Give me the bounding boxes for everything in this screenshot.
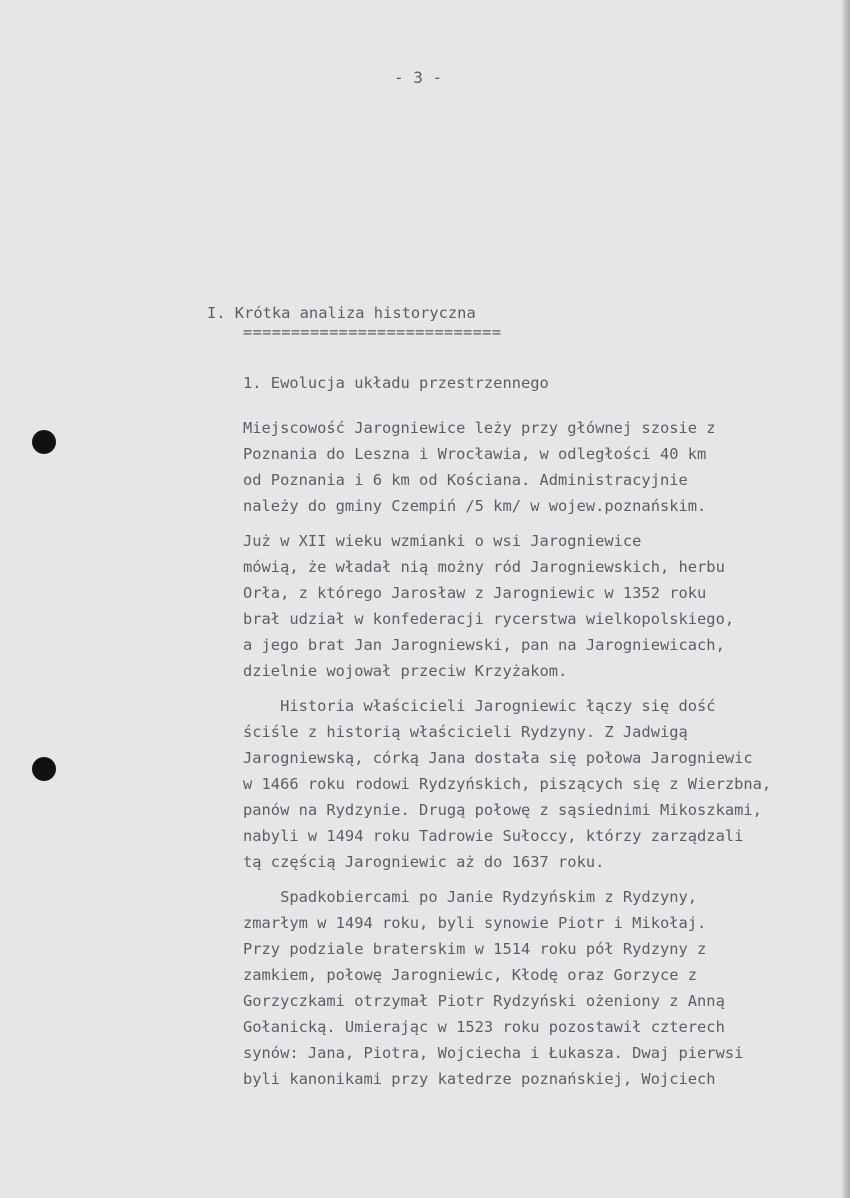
paper-edge-shadow bbox=[841, 0, 850, 1198]
paragraph-line: a jego brat Jan Jarogniewski, pan na Jarogniewicach, bbox=[243, 636, 725, 654]
paragraph-line: Spadkobiercami po Janie Rydzyńskim z Rydzyny, bbox=[243, 888, 698, 906]
paragraph-line: mówią, że władał nią możny ród Jarogniewskich, herbu bbox=[243, 558, 725, 576]
paragraph-line: brał udział w konfederacji rycerstwa wielkopolskiego, bbox=[243, 610, 735, 628]
paragraph-line: nabyli w 1494 roku Tadrowie Sułoccy, którzy zarządzali bbox=[243, 827, 744, 845]
paragraph-line: Miejscowość Jarogniewice leży przy głównej szosie z bbox=[243, 419, 716, 437]
paragraph-line: tą częścią Jarogniewic aż do 1637 roku. bbox=[243, 853, 605, 871]
paragraph-line: Historia właścicieli Jarogniewic łączy się dość bbox=[243, 697, 716, 715]
paragraph-line: zmarłym w 1494 roku, byli synowie Piotr i Mikołaj. bbox=[243, 914, 707, 932]
paragraph-line: Gorzyczkami otrzymał Piotr Rydzyński ożeniony z Anną bbox=[243, 992, 725, 1010]
paragraph-line: od Poznania i 6 km od Kościana. Administracyjnie bbox=[243, 471, 688, 489]
paragraph-line: Poznania do Leszna i Wrocławia, w odległości 40 km bbox=[243, 445, 707, 463]
section-heading: I. Krótka analiza historyczna bbox=[207, 304, 476, 322]
paragraph-line: Przy podziale braterskim w 1514 roku pół Rydzyny z bbox=[243, 940, 707, 958]
paragraph-line: Gołanicką. Umierając w 1523 roku pozostawił czterech bbox=[243, 1018, 725, 1036]
paragraph-line: synów: Jana, Piotra, Wojciecha i Łukasza. Dwaj pierwsi bbox=[243, 1044, 744, 1062]
paragraph-line: panów na Rydzynie. Drugą połowę z sąsiednimi Mikoszkami, bbox=[243, 801, 762, 819]
paragraph-line: byli kanonikami przy katedrze poznańskiej, Wojciech bbox=[243, 1070, 716, 1088]
paragraph-line: Już w XII wieku wzmianki o wsi Jarogniewice bbox=[243, 532, 642, 550]
punch-hole-upper bbox=[32, 430, 56, 454]
heading-underline: =========================== bbox=[243, 323, 502, 341]
paragraph-line: Jarogniewską, córką Jana dostała się połowa Jarogniewic bbox=[243, 749, 753, 767]
paragraph-line: w 1466 roku rodowi Rydzyńskich, piszących się z Wierzbna, bbox=[243, 775, 772, 793]
subsection-heading: 1. Ewolucja układu przestrzennego bbox=[243, 374, 549, 392]
paragraph-line: ściśle z historią właścicieli Rydzyny. Z Jadwigą bbox=[243, 723, 688, 741]
paragraph-line: zamkiem, połowę Jarogniewic, Kłodę oraz Gorzyce z bbox=[243, 966, 698, 984]
paragraph-line: należy do gminy Czempiń /5 km/ w wojew.poznańskim. bbox=[243, 497, 707, 515]
paragraph-line: dzielnie wojował przeciw Krzyżakom. bbox=[243, 662, 568, 680]
paragraph-line: Orła, z którego Jarosław z Jarogniewic w 1352 roku bbox=[243, 584, 707, 602]
punch-hole-lower bbox=[32, 757, 56, 781]
page-number: - 3 - bbox=[394, 68, 443, 87]
